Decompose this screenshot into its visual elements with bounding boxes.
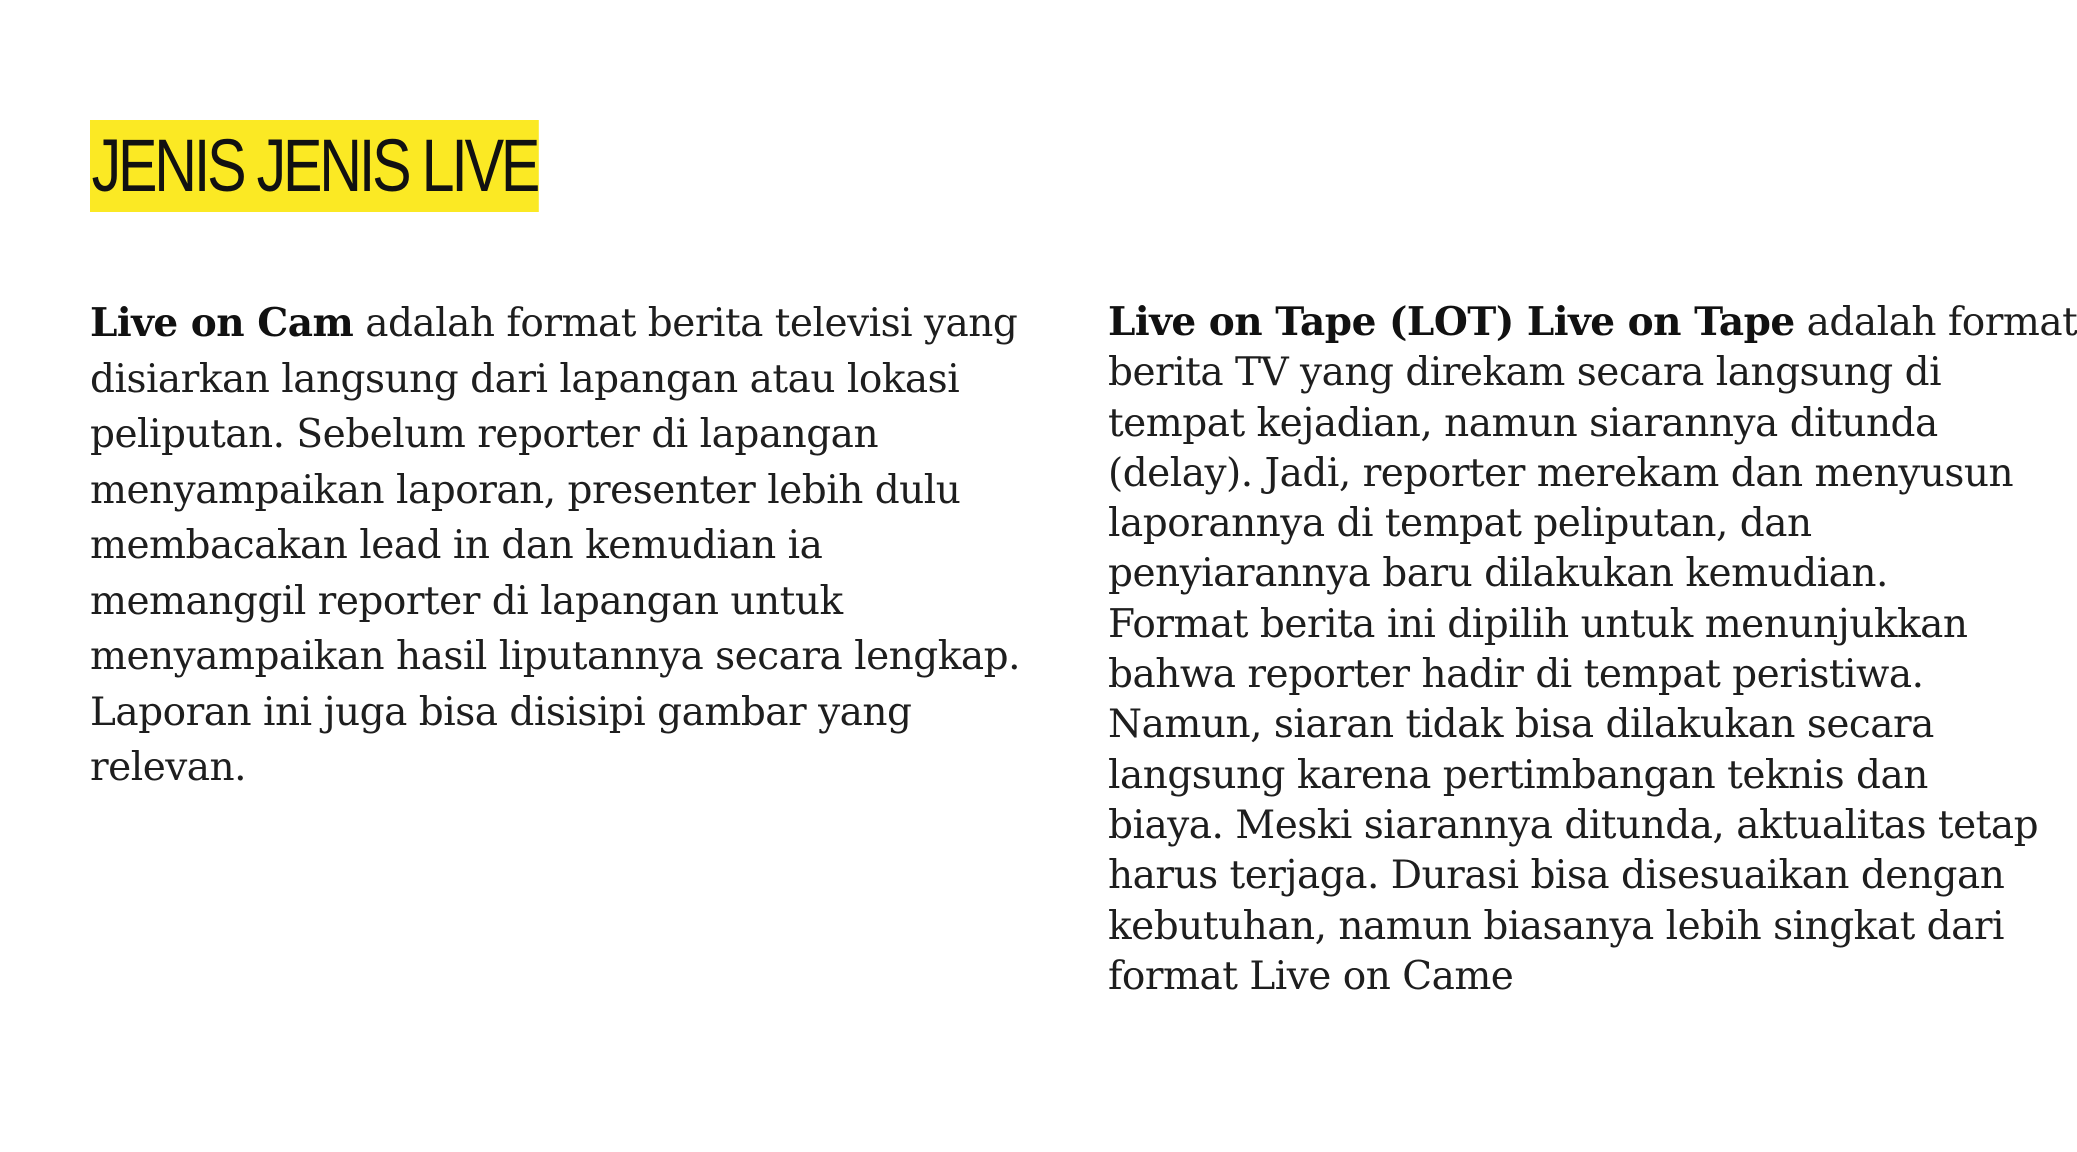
paragraph-line (1108, 297, 2077, 348)
paragraph-line: relevan. (90, 745, 247, 790)
paragraph-line: bahwa reporter hadir di tempat peristiwa. (1108, 652, 1924, 698)
live-on-cam-paragraph (90, 296, 1020, 796)
paragraph-line: kebutuhan, namun biasanya lebih singkat dari (1108, 903, 2004, 949)
paragraph-line: langsung karena pertimbangan teknis dan (1108, 752, 1928, 798)
live-on-tape-paragraph (1108, 297, 2077, 1002)
paragraph-line: penyiarannya baru dilakukan kemudian. (1108, 551, 1888, 597)
paragraph-line: laporannya di tempat peliputan, dan (1108, 501, 1812, 547)
live-on-tape-term: Live on Tape (LOT) Live on Tape (1108, 299, 1795, 345)
paragraph-line: menyampaikan hasil liputannya secara lengkap. (90, 634, 1020, 679)
paragraph-line: Namun, siaran tidak bisa dilakukan secara (1108, 702, 1934, 748)
paragraph-line (90, 296, 1018, 352)
paragraph-line-text: adalah format (1794, 300, 2077, 345)
live-on-cam-term: Live on Cam (90, 300, 354, 346)
paragraph-line: (delay). Jadi, reporter merekam dan menyusun (1108, 450, 2014, 496)
paragraph-line: memanggil reporter di lapangan untuk (90, 578, 843, 624)
paragraph-line: peliputan. Sebelum reporter di lapangan (90, 412, 879, 457)
paragraph-line: harus terjaga. Durasi bisa disesuaikan dengan (1108, 853, 2005, 899)
paragraph-line: biaya. Meski siarannya ditunda, aktualitas tetap (1108, 802, 2039, 848)
paragraph-line: berita TV yang direkam secara langsung di (1108, 350, 1942, 396)
paragraph-line: Format berita ini dipilih untuk menunjukkan (1108, 601, 1968, 647)
paragraph-line: format Live on Came (1108, 953, 1514, 999)
paragraph-line: menyampaikan laporan, presenter lebih dulu (90, 467, 961, 513)
paragraph-line: tempat kejadian, namun siarannya ditunda (1108, 400, 1938, 446)
paragraph-line: membacakan lead in dan kemudian ia (90, 523, 823, 568)
paragraph-line: Laporan ini juga bisa disisipi gambar yang (90, 689, 912, 735)
paragraph-line-text: adalah format berita televisi yang (353, 301, 1018, 346)
slide-title: JENIS JENIS LIVE (90, 120, 539, 212)
paragraph-line: disiarkan langsung dari lapangan atau lokasi (90, 356, 960, 402)
